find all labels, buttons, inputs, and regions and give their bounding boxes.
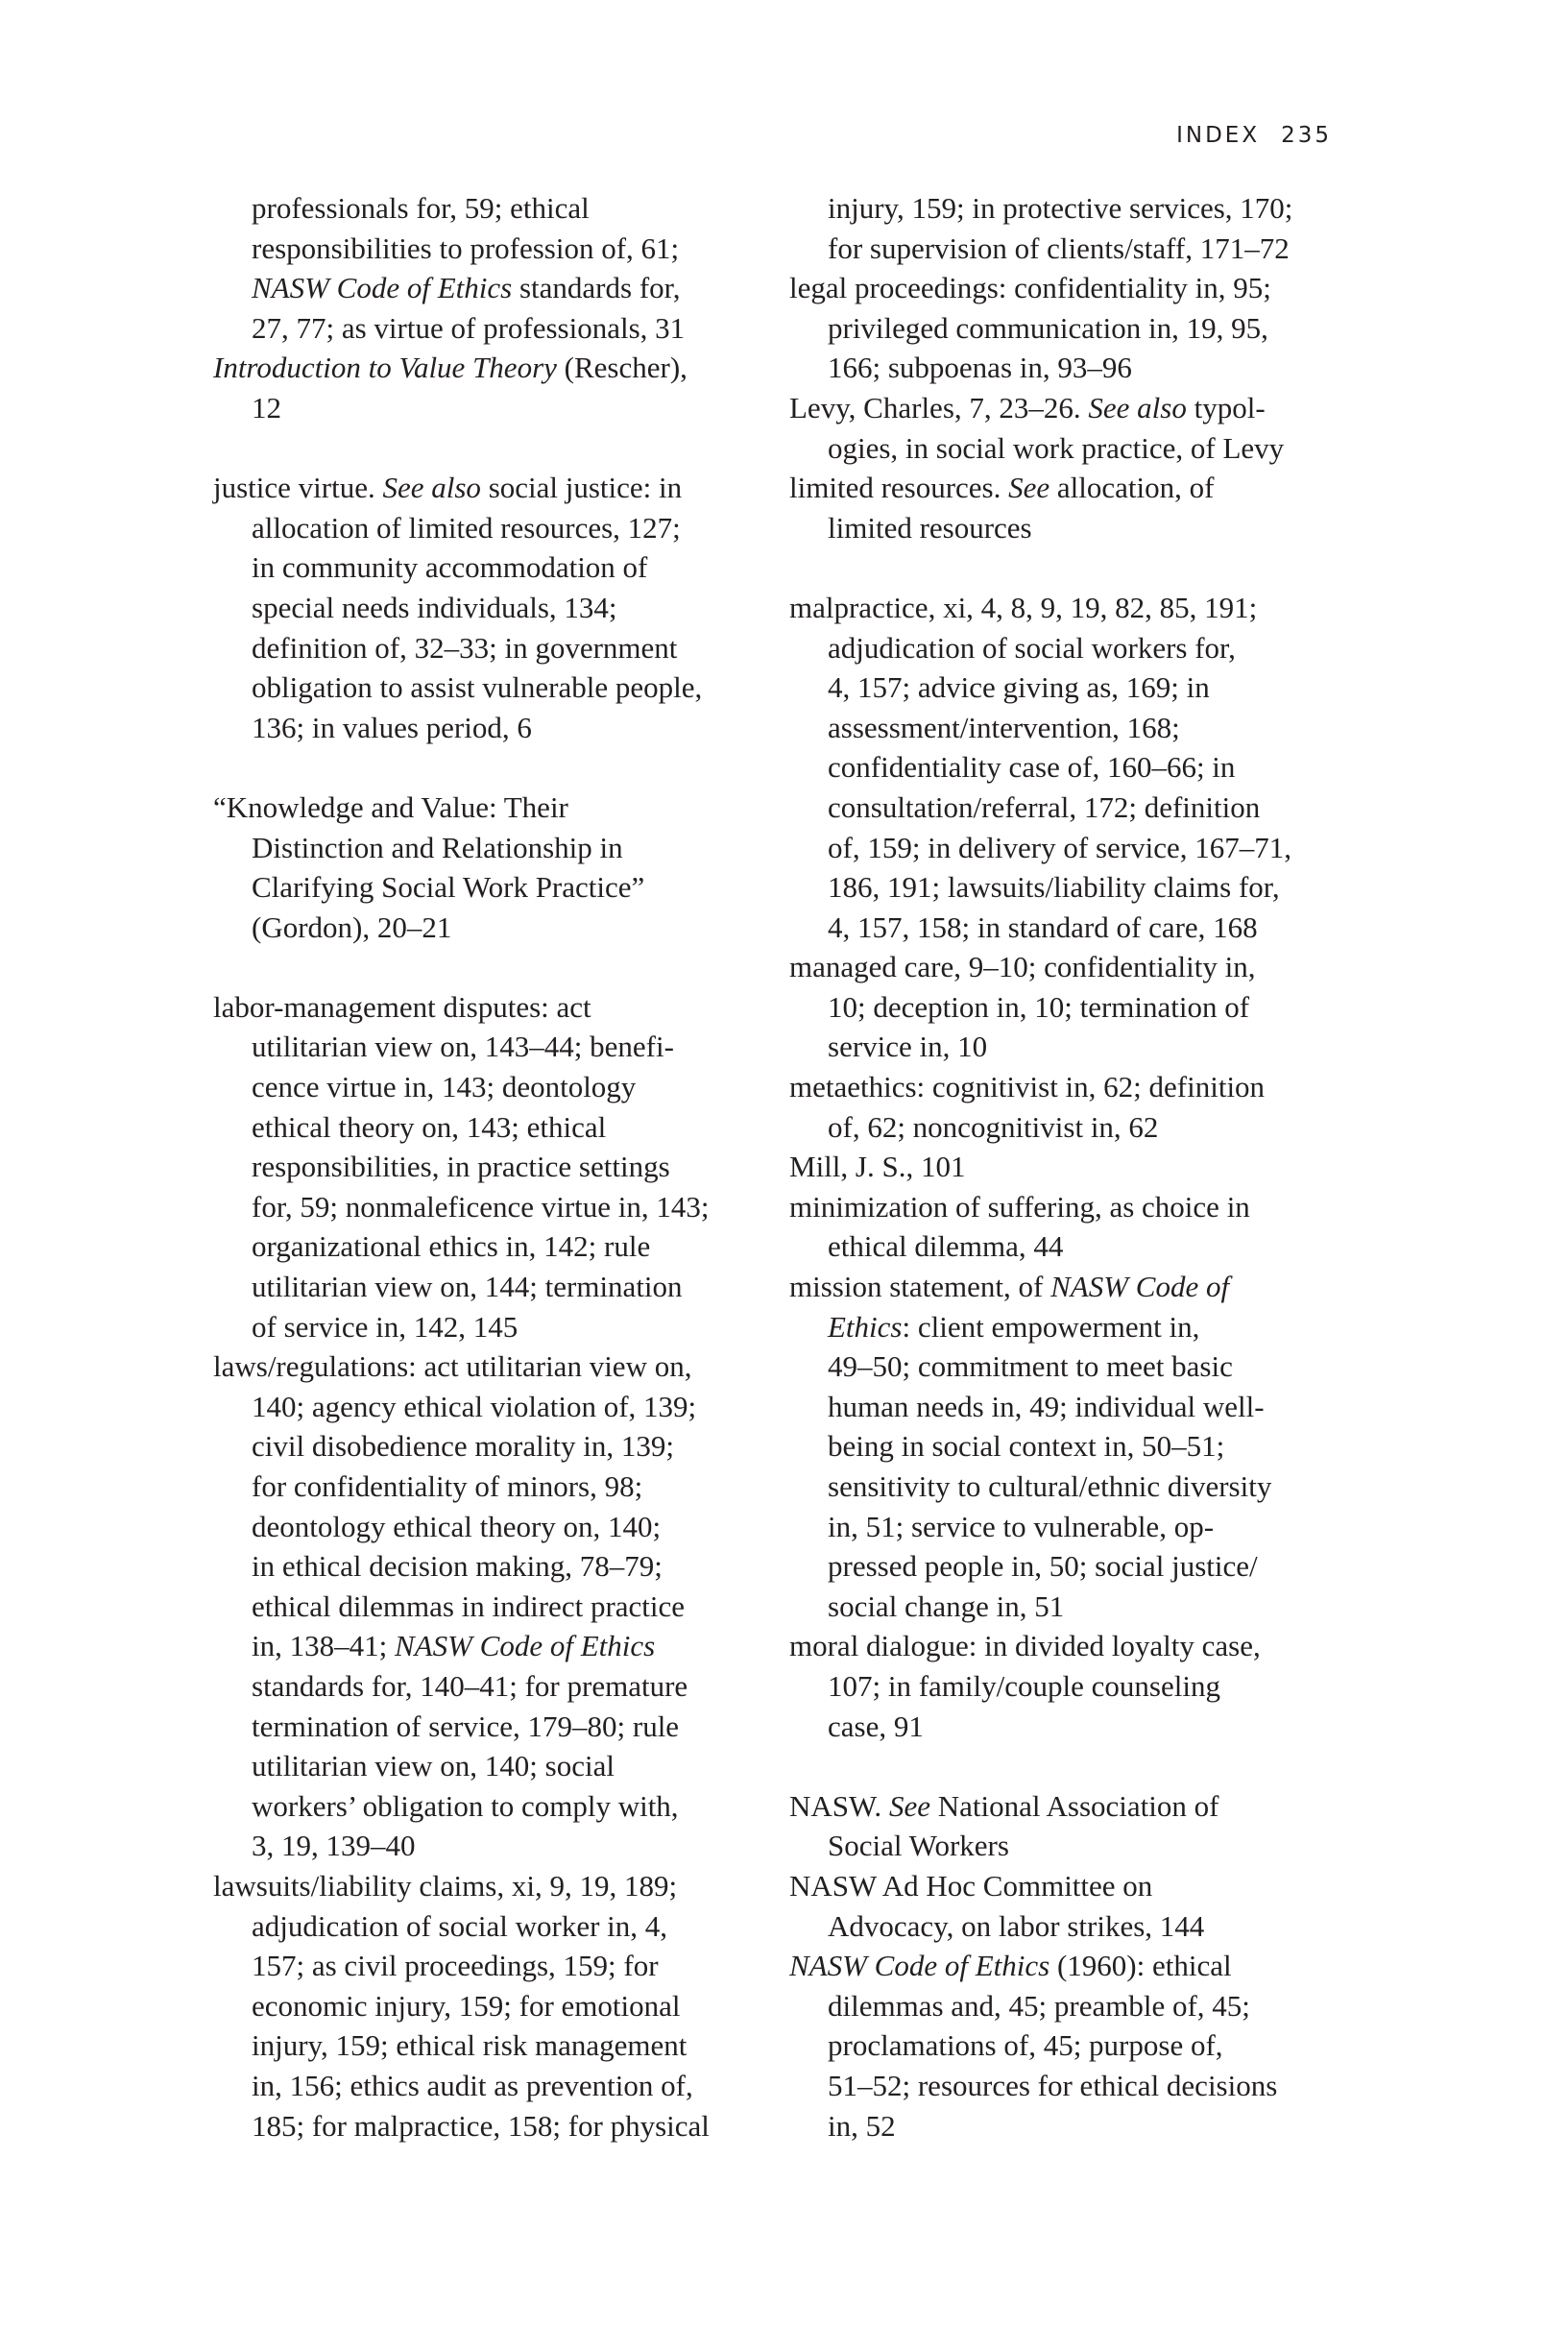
index-subentry-line xyxy=(789,2025,1346,2066)
index-subentry-line xyxy=(789,188,1346,229)
text: utilitarian view on, 140; social xyxy=(252,1749,615,1783)
italic-text: See also xyxy=(1088,390,1187,424)
index-headword-line xyxy=(789,388,1346,428)
index-headword-line xyxy=(213,348,751,388)
text: moral dialogue: in divided loyalty case, xyxy=(789,1629,1261,1663)
index-subentry-line xyxy=(789,2106,1346,2146)
index-subentry-line xyxy=(789,1027,1346,1067)
text: utilitarian view on, 143–44; benefi- xyxy=(252,1030,674,1064)
text: justice virtue. xyxy=(213,471,383,505)
index-subentry-line xyxy=(213,508,751,548)
index-headword-line xyxy=(789,1866,1346,1906)
index-entry-nasw xyxy=(789,1786,1346,1866)
index-subentry-line xyxy=(213,908,751,948)
index-subentry-line xyxy=(213,708,751,748)
text: Social Workers xyxy=(828,1829,1009,1863)
text: legal proceedings: confidentiality in, 95; xyxy=(789,271,1271,305)
italic-text: NASW Code of Ethics xyxy=(394,1629,656,1663)
text: injury, 159; ethical risk management xyxy=(252,2028,688,2063)
index-subentry-line xyxy=(213,1946,751,1986)
text: proclamations of, 45; purpose of, xyxy=(828,2028,1223,2063)
index-column-right xyxy=(789,188,1346,2146)
index-headword-line xyxy=(213,987,751,1028)
text: in ethical decision making, 78–79; xyxy=(252,1549,663,1584)
index-subentry-line xyxy=(213,1626,751,1666)
text: limited resources xyxy=(828,510,1032,545)
index-headword-line xyxy=(789,1147,1346,1187)
text: special needs individuals, 134; xyxy=(252,590,617,624)
text: for, 59; nonmaleficence virtue in, 143; xyxy=(252,1189,710,1224)
index-subentry-line xyxy=(213,828,751,868)
text: ethical theory on, 143; ethical xyxy=(252,1109,607,1144)
index-subentry-line xyxy=(789,348,1346,388)
index-subentry-line xyxy=(789,1666,1346,1707)
text: lawsuits/liability claims, xi, 9, 19, 189; xyxy=(213,1868,678,1903)
text: 136; in values period, 6 xyxy=(252,710,532,744)
index-subentry-line xyxy=(213,188,751,229)
text: of, 62; noncognitivist in, 62 xyxy=(828,1109,1159,1144)
text: responsibilities to profession of, 61; xyxy=(252,230,680,265)
text: utilitarian view on, 144; termination xyxy=(252,1270,683,1304)
index-entry-continuation xyxy=(213,188,751,348)
text: ethical dilemmas in indirect practice xyxy=(252,1588,686,1623)
index-subentry-line xyxy=(213,1467,751,1507)
index-subentry-line xyxy=(789,867,1346,908)
text: Mill, J. S., 101 xyxy=(789,1150,966,1184)
text: termination of service, 179–80; rule xyxy=(252,1709,680,1743)
text: adjudication of social workers for, xyxy=(828,630,1236,665)
index-subentry-line xyxy=(789,1707,1346,1747)
text: limited resources. xyxy=(789,471,1009,505)
index-entry-legal-proceedings xyxy=(789,268,1346,388)
text: 12 xyxy=(252,390,281,424)
text: deontology ethical theory on, 140; xyxy=(252,1509,662,1543)
entry-spacer xyxy=(213,747,751,788)
index-headword-line xyxy=(789,1187,1346,1227)
text: laws/regulations: act utilitarian view on, xyxy=(213,1349,692,1384)
index-entry-justice-virtue xyxy=(213,468,751,747)
text: standards for, xyxy=(512,271,681,305)
text: social justice: in xyxy=(480,471,683,505)
italic-text: Ethics xyxy=(828,1309,903,1344)
text: in, 52 xyxy=(828,2108,896,2143)
italic-text: NASW Code of Ethics xyxy=(789,1949,1050,1983)
index-headword-line xyxy=(789,1067,1346,1107)
index-subentry-line xyxy=(213,1027,751,1067)
index-subentry-line xyxy=(789,2066,1346,2106)
text: being in social context in, 50–51; xyxy=(828,1429,1225,1464)
text: Distinction and Relationship in xyxy=(252,830,623,864)
text: Levy, Charles, 7, 23–26. xyxy=(789,390,1089,424)
index-subentry-line xyxy=(213,2066,751,2106)
index-subentry-line xyxy=(213,388,751,428)
index-subentry-line xyxy=(213,1107,751,1148)
text: responsibilities, in practice settings xyxy=(252,1150,670,1184)
text: 166; subpoenas in, 93–96 xyxy=(828,351,1132,385)
index-subentry-line xyxy=(213,1826,751,1866)
text: civil disobedience morality in, 139; xyxy=(252,1429,674,1464)
index-subentry-line xyxy=(213,1267,751,1307)
index-subentry-line xyxy=(213,1387,751,1427)
index-subentry-line xyxy=(213,2025,751,2066)
index-subentry-line xyxy=(213,2106,751,2146)
text: economic injury, 159; for emotional xyxy=(252,1988,681,2023)
text: service in, 10 xyxy=(828,1030,988,1064)
index-entry-lawsuits-liability-claims xyxy=(213,1866,751,2146)
text: malpractice, xi, 4, 8, 9, 19, 82, 85, 191; xyxy=(789,590,1258,624)
index-subentry-line xyxy=(789,508,1346,548)
index-subentry-line xyxy=(213,229,751,269)
index-subentry-line xyxy=(789,908,1346,948)
index-subentry-line xyxy=(213,1147,751,1187)
index-subentry-line xyxy=(213,867,751,908)
index-subentry-line xyxy=(213,1226,751,1267)
index-headword-line xyxy=(213,1866,751,1906)
index-headword-line xyxy=(789,588,1346,628)
index-subentry-line xyxy=(789,1986,1346,2026)
index-entry-levy-charles xyxy=(789,388,1346,468)
text: in, 156; ethics audit as prevention of, xyxy=(252,2068,693,2102)
index-subentry-line xyxy=(789,1387,1346,1427)
index-headword-line xyxy=(213,1346,751,1387)
text: (Rescher), xyxy=(556,351,688,385)
index-subentry-line xyxy=(213,1666,751,1707)
index-subentry-line xyxy=(789,628,1346,668)
text: sensitivity to cultural/ethnic diversity xyxy=(828,1469,1272,1503)
text: 186, 191; lawsuits/liability claims for, xyxy=(828,870,1280,905)
index-entry-laws-regulations xyxy=(213,1346,751,1866)
text: in community accommodation of xyxy=(252,550,648,585)
index-subentry-line xyxy=(213,1986,751,2026)
text: NASW Ad Hoc Committee on xyxy=(789,1868,1153,1903)
index-subentry-line xyxy=(789,1467,1346,1507)
index-subentry-line xyxy=(213,1786,751,1827)
text: definition of, 32–33; in government xyxy=(252,630,678,665)
index-subentry-line xyxy=(789,1546,1346,1587)
text: 27, 77; as virtue of professionals, 31 xyxy=(252,310,686,345)
index-subentry-line xyxy=(213,547,751,588)
text: standards for, 140–41; for premature xyxy=(252,1668,688,1703)
text: cence virtue in, 143; deontology xyxy=(252,1070,637,1104)
entry-spacer xyxy=(789,1746,1346,1786)
index-headword-line xyxy=(789,1626,1346,1666)
index-entry-managed-care xyxy=(789,947,1346,1067)
index-entry-nasw-code-of-ethics-1960 xyxy=(789,1946,1346,2146)
text: 10; deception in, 10; termination of xyxy=(828,989,1250,1024)
text: of, 159; in delivery of service, 167–71, xyxy=(828,830,1291,864)
index-subentry-line xyxy=(789,667,1346,708)
text: 51–52; resources for ethical decisions xyxy=(828,2068,1278,2102)
index-subentry-line xyxy=(213,628,751,668)
index-subentry-line xyxy=(213,1546,751,1587)
text: (Gordon), 20–21 xyxy=(252,909,452,944)
index-subentry-line xyxy=(789,1587,1346,1627)
text: 3, 19, 139–40 xyxy=(252,1829,416,1863)
entry-spacer xyxy=(213,428,751,469)
index-subentry-line xyxy=(789,1426,1346,1467)
text: pressed people in, 50; social justice/ xyxy=(828,1549,1258,1584)
text: professionals for, 59; ethical xyxy=(252,191,590,225)
index-subentry-line xyxy=(213,1707,751,1747)
text: typol- xyxy=(1186,390,1266,424)
index-subentry-line xyxy=(789,1906,1346,1947)
index-headword-line xyxy=(213,468,751,508)
index-headword-line xyxy=(789,947,1346,987)
text: allocation of limited resources, 127; xyxy=(252,510,681,545)
index-subentry-line xyxy=(789,229,1346,269)
text: labor-management disputes: act xyxy=(213,989,591,1024)
index-entry-mill-js xyxy=(789,1147,1346,1187)
index-subentry-line xyxy=(213,1507,751,1547)
index-entry-introduction-value-theory xyxy=(213,348,751,427)
index-column-left xyxy=(213,188,751,2146)
text: (1960): ethical xyxy=(1049,1949,1232,1983)
text: “Knowledge and Value: Their xyxy=(213,789,568,824)
text: NASW. xyxy=(789,1788,889,1823)
text: 185; for malpractice, 158; for physical xyxy=(252,2108,710,2143)
index-subentry-line xyxy=(789,428,1346,469)
index-headword-line xyxy=(789,1786,1346,1827)
index-subentry-line xyxy=(789,828,1346,868)
italic-text: NASW Code of Ethics xyxy=(252,271,513,305)
index-subentry-line xyxy=(789,708,1346,748)
index-subentry-line xyxy=(213,1426,751,1467)
index-headword-line xyxy=(789,1267,1346,1307)
text: ogies, in social work practice, of Levy xyxy=(828,430,1285,465)
index-subentry-line xyxy=(213,308,751,349)
running-head xyxy=(1176,123,1332,148)
index-entry-moral-dialogue xyxy=(789,1626,1346,1746)
italic-text: See also xyxy=(382,471,481,505)
text: mission statement, of xyxy=(789,1270,1051,1304)
text: in, 51; service to vulnerable, op- xyxy=(828,1509,1215,1543)
text: National Association of xyxy=(929,1788,1219,1823)
index-subentry-line xyxy=(213,1067,751,1107)
text: case, 91 xyxy=(828,1709,924,1743)
index-subentry-line xyxy=(789,1826,1346,1866)
index-subentry-line xyxy=(789,1346,1346,1387)
index-subentry-line xyxy=(789,788,1346,828)
index-subentry-line xyxy=(789,987,1346,1028)
index-headword-line xyxy=(789,1946,1346,1986)
index-subentry-line xyxy=(213,667,751,708)
italic-text: See xyxy=(888,1788,930,1823)
text: Clarifying Social Work Practice” xyxy=(252,870,645,905)
index-subentry-line xyxy=(789,1107,1346,1148)
text: for supervision of clients/staff, 171–72 xyxy=(828,230,1290,265)
index-entry-limited-resources xyxy=(789,468,1346,547)
italic-text: See xyxy=(1008,471,1050,505)
text: obligation to assist vulnerable people, xyxy=(252,670,703,705)
text: 157; as civil proceedings, 159; for xyxy=(252,1949,659,1983)
index-headword-line xyxy=(213,788,751,828)
text: metaethics: cognitivist in, 62; definition xyxy=(789,1070,1266,1104)
text: organizational ethics in, 142; rule xyxy=(252,1229,651,1264)
text: consultation/referral, 172; definition xyxy=(828,789,1261,824)
index-entry-knowledge-and-value xyxy=(213,788,751,947)
text: dilemmas and, 45; preamble of, 45; xyxy=(828,1988,1250,2023)
page-number: 235 xyxy=(1281,123,1332,148)
text: managed care, 9–10; confidentiality in, xyxy=(789,950,1256,984)
text: minimization of suffering, as choice in xyxy=(789,1189,1250,1224)
index-subentry-line xyxy=(213,588,751,628)
text: : client empowerment in, xyxy=(902,1309,1200,1344)
index-subentry-line xyxy=(213,268,751,308)
index-subentry-line xyxy=(213,1587,751,1627)
index-subentry-line xyxy=(213,1746,751,1786)
index-entry-continuation xyxy=(789,188,1346,268)
index-entry-malpractice xyxy=(789,588,1346,947)
index-entry-labor-management-disputes xyxy=(213,987,751,1346)
index-subentry-line xyxy=(213,1307,751,1347)
text: ethical dilemma, 44 xyxy=(828,1229,1064,1264)
index-entry-mission-statement xyxy=(789,1267,1346,1626)
running-head-label: INDEX xyxy=(1176,123,1261,148)
index-subentry-line xyxy=(789,1307,1346,1347)
text: Advocacy, on labor strikes, 144 xyxy=(828,1908,1205,1943)
index-entry-minimization-of-suffering xyxy=(789,1187,1346,1267)
index-subentry-line xyxy=(789,1226,1346,1267)
index-subentry-line xyxy=(789,308,1346,349)
text: adjudication of social worker in, 4, xyxy=(252,1908,668,1943)
index-headword-line xyxy=(789,468,1346,508)
index-subentry-line xyxy=(789,747,1346,788)
text: social change in, 51 xyxy=(828,1588,1065,1623)
text: 4, 157; advice giving as, 169; in xyxy=(828,670,1210,705)
text: 4, 157, 158; in standard of care, 168 xyxy=(828,909,1258,944)
text: privileged communication in, 19, 95, xyxy=(828,310,1268,345)
text: for confidentiality of minors, 98; xyxy=(252,1469,643,1503)
index-subentry-line xyxy=(213,1187,751,1227)
italic-text: Introduction to Value Theory xyxy=(213,351,557,385)
text: 107; in family/couple counseling xyxy=(828,1668,1220,1703)
text: 140; agency ethical violation of, 139; xyxy=(252,1389,697,1423)
index-headword-line xyxy=(789,268,1346,308)
text: assessment/intervention, 168; xyxy=(828,710,1180,744)
text: confidentiality case of, 160–66; in xyxy=(828,750,1236,785)
index-subentry-line xyxy=(789,1507,1346,1547)
text: allocation, of xyxy=(1049,471,1215,505)
text: workers’ obligation to comply with, xyxy=(252,1788,679,1823)
index-subentry-line xyxy=(213,1906,751,1947)
entry-spacer xyxy=(789,547,1346,588)
text: in, 138–41; xyxy=(252,1629,395,1663)
text: human needs in, 49; individual well- xyxy=(828,1389,1265,1423)
entry-spacer xyxy=(213,947,751,987)
italic-text: NASW Code of xyxy=(1050,1270,1230,1304)
text: injury, 159; in protective services, 170; xyxy=(828,191,1293,225)
index-entry-nasw-ad-hoc-committee xyxy=(789,1866,1346,1946)
text: 49–50; commitment to meet basic xyxy=(828,1349,1233,1384)
text: of service in, 142, 145 xyxy=(252,1309,519,1344)
index-entry-metaethics xyxy=(789,1067,1346,1147)
